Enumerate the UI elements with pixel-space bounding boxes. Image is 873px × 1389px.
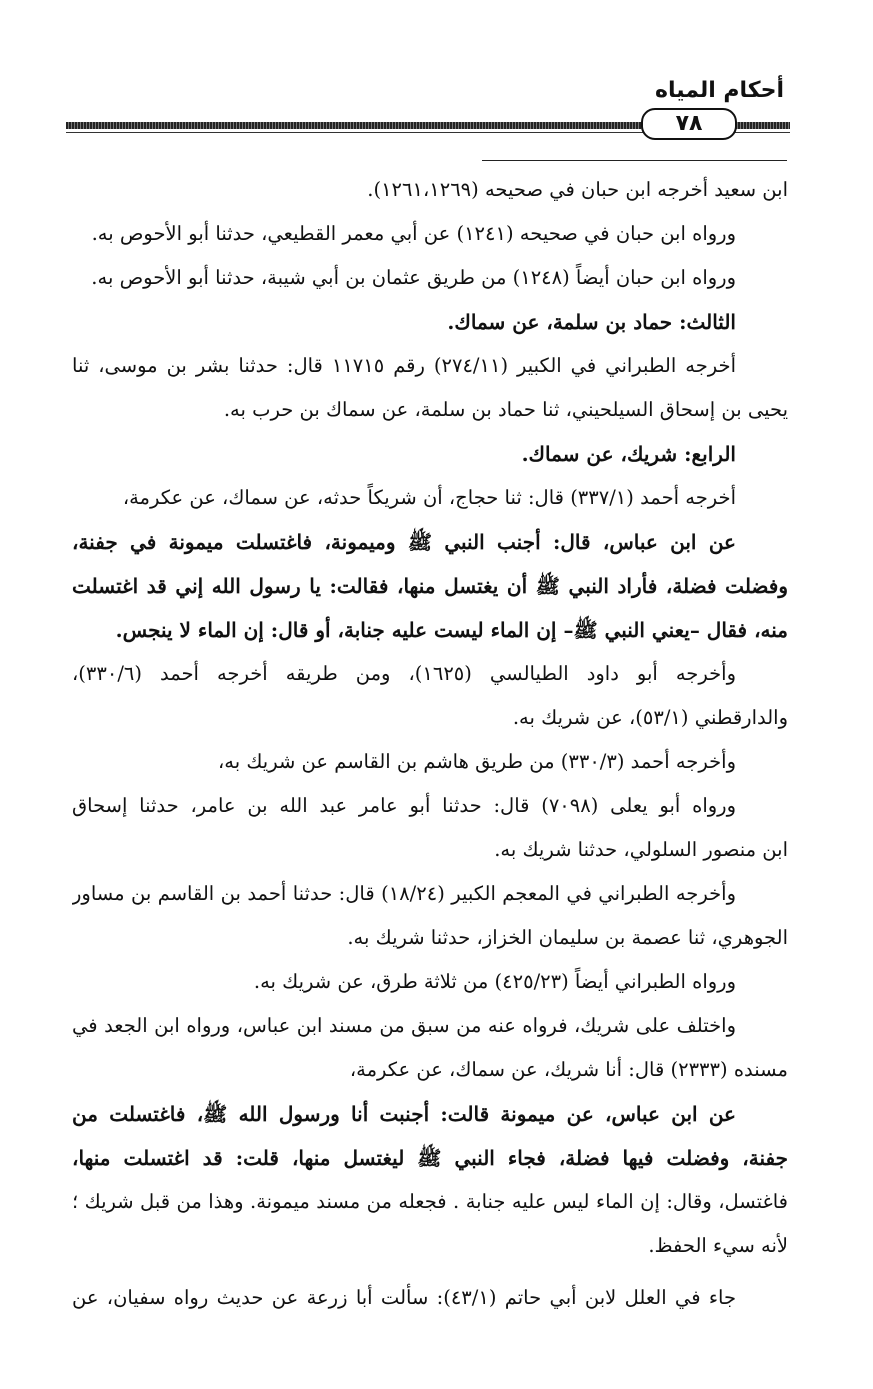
text-line: أخرجه الطبراني في الكبير (٢٧٤/١١) رقم ١١٧١٥ قال: حدثنا بشر بن موسى، ثنا [72,354,736,377]
hadith-text-line: وفضلت فضلة، فأراد النبي ﷺ أن يغتسل منها، فقالت: يا رسول الله إني قد اغتسلت [72,574,788,598]
text-line: وأخرجه أبو داود الطيالسي (١٦٢٥)، ومن طريقه أخرجه أحمد (٣٣٠/٦)، [72,662,736,685]
text-line: يحيى بن إسحاق السيلحيني، ثنا حماد بن سلمة، عن سماك بن حرب به. [223,398,788,421]
text-line: وأخرجه الطبراني في المعجم الكبير (١٨/٢٤) قال: حدثنا أحمد بن القاسم بن مساور [72,882,736,905]
text-line: مسنده (٢٣٣٣) قال: أنا شريك، عن سماك، عن عكرمة، [349,1058,788,1081]
hadith-text-line: جفنة، وفضلت فيها فضلة، فجاء النبي ﷺ ليغتسل منها، قلت: قد اغتسلت منها، [72,1146,788,1170]
text-line: ابن منصور السلولي، حدثنا شريك به. [494,838,788,861]
text-line: ورواه ابن حبان أيضاً (١٢٤٨) من طريق عثمان بن أبي شيبة، حدثنا أبو الأحوص به. [91,266,736,289]
text-line: واختلف على شريك، فرواه عنه من سبق من مسند ابن عباس، ورواه ابن الجعد في [72,1014,736,1037]
text-line: ورواه ابن حبان في صحيحه (١٢٤١) عن أبي معمر القطيعي، حدثنا أبو الأحوص به. [91,222,736,245]
footnote-rule [482,160,787,161]
text-line: فاغتسل، وقال: إن الماء ليس عليه جنابة . فجعله من مسند ميمونة. وهذا من قبل شريك ؛ [72,1190,788,1213]
page-header [66,70,790,140]
text-line: لأنه سيء الحفظ. [648,1234,788,1257]
text-line: ورواه أبو يعلى (٧٠٩٨) قال: حدثنا أبو عامر عبد الله بن عامر، حدثنا إسحاق [72,794,736,817]
hadith-text-line: عن ابن عباس، قال: أجنب النبي ﷺ وميمونة، فاغتسلت ميمونة في جفنة، [72,530,736,554]
running-title: أحكام المياه [654,78,784,103]
text-line: الجوهري، ثنا عصمة بن سليمان الخزاز، حدثنا شريك به. [347,926,788,949]
text-line: والدارقطني (٥٣/١)، عن شريك به. [512,706,788,729]
text-line: وأخرجه أحمد (٣٣٠/٣) من طريق هاشم بن القاسم عن شريك به، [218,750,736,773]
section-heading: الثالث: حماد بن سلمة، عن سماك. [447,310,736,334]
paragraph-gap [72,1268,788,1276]
text-line: ورواه الطبراني أيضاً (٤٢٥/٢٣) من ثلاثة طرق، عن شريك به. [253,970,736,993]
page-body [72,168,788,1320]
text-line: جاء في العلل لابن أبي حاتم (٤٣/١): سألت أبا زرعة عن حديث رواه سفيان، عن [72,1286,737,1309]
text-line: أخرجه أحمد (٣٣٧/١) قال: ثنا حجاج، أن شريكاً حدثه، عن سماك، عن عكرمة، [122,486,736,509]
section-heading: الرابع: شريك، عن سماك. [521,442,736,466]
hadith-text-line: عن ابن عباس، عن ميمونة قالت: أجنبت أنا ورسول الله ﷺ، فاغتسلت من [72,1102,736,1126]
hadith-text-line: منه، فقال –يعني النبي ﷺ– إن الماء ليست عليه جنابة، أو قال: إن الماء لا ينجس. [115,618,788,642]
page-number: ٧٨ [641,108,737,140]
text-line: ابن سعيد أخرجه ابن حبان في صحيحه (١٢٦١،١٢٦٩). [367,178,788,201]
